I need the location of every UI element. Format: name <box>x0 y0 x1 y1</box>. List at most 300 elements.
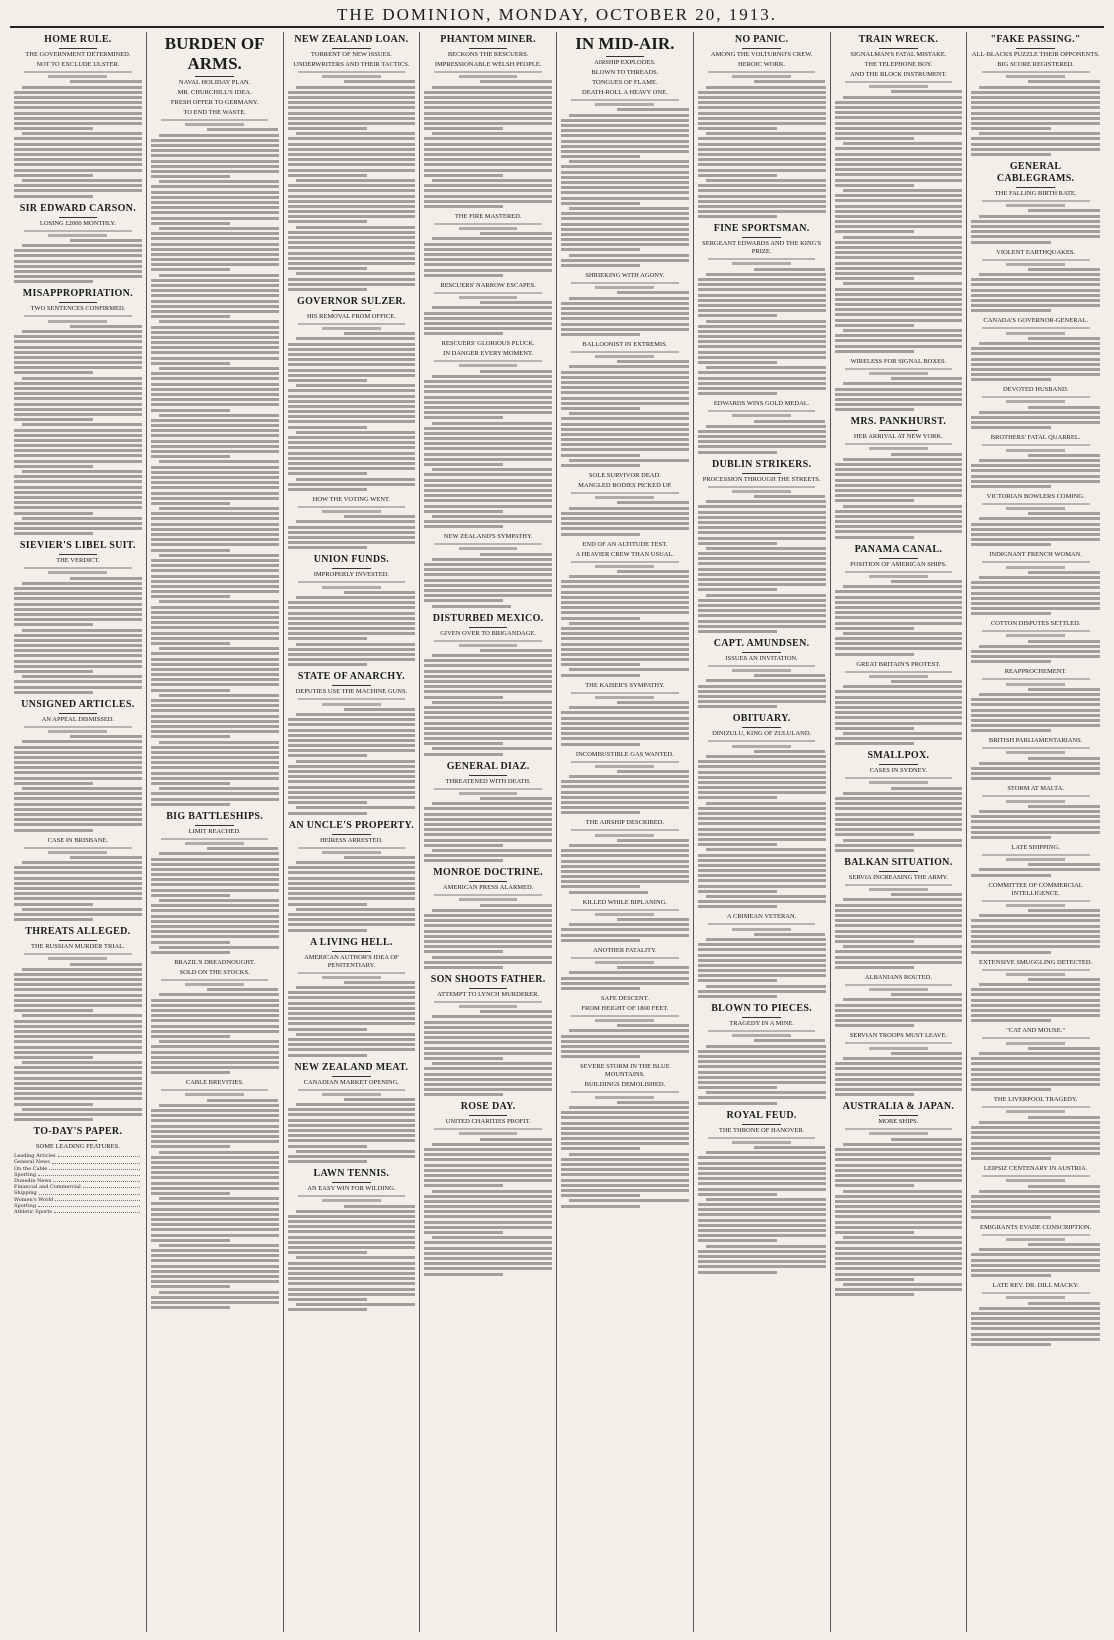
body-text-line <box>432 849 552 852</box>
body-text-line <box>561 674 640 677</box>
body-text-line <box>561 1122 689 1125</box>
body-text-line <box>424 1226 552 1229</box>
body-text-line <box>288 257 416 260</box>
body-text-line <box>698 330 826 333</box>
article-subheading: HEROIC WORK. <box>738 61 786 68</box>
body-text-line <box>14 1051 142 1054</box>
body-text-line <box>14 592 142 595</box>
body-text-line <box>288 457 416 460</box>
body-text-line <box>698 905 777 908</box>
body-text-line <box>835 101 963 104</box>
body-text-line <box>698 1060 826 1063</box>
body-text-line <box>561 454 640 457</box>
body-text-line <box>151 549 230 552</box>
body-text-line <box>424 833 552 836</box>
body-text-line <box>151 1202 279 1205</box>
body-text-line <box>288 96 416 99</box>
article-subheading: NEW ZEALAND'S SYMPATHY. <box>443 533 533 541</box>
body-text-line <box>569 412 689 415</box>
body-text-line <box>835 1164 963 1167</box>
body-text-line <box>971 475 1100 478</box>
body-text-line <box>424 1158 552 1161</box>
body-text-line <box>14 532 93 535</box>
body-text-line <box>288 405 416 408</box>
body-text-line <box>424 184 552 187</box>
body-text-line <box>561 849 689 852</box>
body-text-line <box>151 909 279 912</box>
body-text-line <box>561 397 689 400</box>
body-text-line <box>698 445 826 448</box>
body-text-line <box>617 918 689 921</box>
body-text-line <box>595 496 654 499</box>
body-text-line <box>708 410 815 412</box>
body-text-line <box>1028 909 1100 912</box>
body-text-line <box>288 101 416 104</box>
body-text-line <box>424 385 552 388</box>
body-text-line <box>159 1040 279 1043</box>
body-text-line <box>971 826 1100 829</box>
article <box>971 882 1100 954</box>
column-3 <box>284 32 421 1632</box>
body-text-line <box>698 189 826 192</box>
body-text-line <box>14 823 142 826</box>
article-subheading: CANADA'S GOVERNOR-GENERAL. <box>983 317 1088 325</box>
body-text-line <box>296 760 416 763</box>
body-text-line <box>561 533 640 536</box>
body-text-line <box>561 150 689 153</box>
body-text-line <box>835 807 963 810</box>
body-text-line <box>432 909 552 912</box>
body-text-line <box>835 1179 963 1182</box>
body-text-line <box>424 473 552 476</box>
body-text-line <box>424 1262 552 1265</box>
index-label: Shipping <box>14 1190 37 1197</box>
leader-dots <box>52 1159 140 1163</box>
body-text-line <box>835 930 963 933</box>
article-subheading: THE AIRSHIP DESCRIBED. <box>585 819 665 827</box>
body-text-line <box>706 132 826 135</box>
body-text-line <box>151 606 279 609</box>
body-text-line <box>971 1312 1100 1315</box>
body-text-line <box>288 1267 416 1270</box>
article <box>971 1165 1100 1219</box>
body-text-line <box>151 154 279 157</box>
body-text-line <box>151 294 279 297</box>
body-text-line <box>288 648 416 651</box>
article-subheading: COMMITTEE OF COMMERCIAL INTELLIGENCE. <box>988 881 1083 897</box>
body-text-line <box>971 815 1100 818</box>
body-text-line <box>698 969 826 972</box>
body-text-line <box>698 874 826 877</box>
article-subheading: A CRIMEAN VETERAN. <box>726 913 797 921</box>
body-text-line <box>706 895 826 898</box>
divider <box>332 951 370 952</box>
body-text-line <box>322 1199 381 1202</box>
body-text-line <box>14 608 142 611</box>
body-text-line <box>971 831 1100 834</box>
body-text-line <box>22 908 142 911</box>
body-text-line <box>424 489 552 492</box>
body-text-line <box>561 1147 640 1150</box>
body-text-line <box>569 297 689 300</box>
body-text-line <box>151 803 230 806</box>
body-text-line <box>424 380 552 383</box>
body-text-line <box>561 987 640 990</box>
body-text-line <box>843 732 963 735</box>
body-text-line <box>971 464 1100 467</box>
body-text-line <box>288 220 367 223</box>
body-text-line <box>14 449 142 452</box>
body-text-line <box>288 913 416 916</box>
body-text-line <box>288 923 416 926</box>
body-text-line <box>979 132 1100 135</box>
article-subheading: TRAGEDY IN A MINE. <box>729 1020 794 1027</box>
body-text-line <box>569 1199 689 1202</box>
body-text-line <box>835 199 963 202</box>
body-text-line <box>296 1256 416 1259</box>
article <box>971 551 1100 615</box>
body-text-line <box>14 506 142 509</box>
body-text-line <box>288 632 416 635</box>
body-text-line <box>424 716 552 719</box>
article <box>835 661 963 746</box>
body-text-line <box>298 1089 405 1091</box>
body-text-line <box>835 711 963 714</box>
body-text-line <box>424 1273 503 1276</box>
article <box>424 340 552 528</box>
body-text-line <box>698 869 826 872</box>
article-headline: DISTURBED MEXICO. <box>432 612 544 624</box>
article <box>971 1282 1100 1346</box>
body-text-line <box>151 481 279 484</box>
article-headline: BURDEN OF ARMS. <box>164 34 265 73</box>
body-text-line <box>288 765 416 768</box>
body-text-line <box>571 561 678 563</box>
body-text-line <box>561 591 689 594</box>
body-text-line <box>288 353 416 356</box>
body-text-line <box>561 648 689 651</box>
body-text-line <box>595 286 654 289</box>
body-text-line <box>288 929 367 932</box>
body-text-line <box>979 86 1100 89</box>
body-text-line <box>835 1267 963 1270</box>
body-text-line <box>322 1093 381 1096</box>
body-text-line <box>971 421 1100 424</box>
body-text-line <box>434 894 541 896</box>
body-text-line <box>835 272 963 275</box>
body-text-line <box>561 606 689 609</box>
body-text-line <box>571 1015 678 1017</box>
body-text-line <box>971 919 1100 922</box>
body-text-line <box>159 367 279 370</box>
body-text-line <box>288 996 416 999</box>
body-text-line <box>698 1255 826 1258</box>
body-text-line <box>459 296 518 299</box>
body-text-line <box>698 796 777 799</box>
body-text-line <box>159 993 279 996</box>
body-text-line <box>869 1132 928 1135</box>
body-text-line <box>288 241 416 244</box>
body-text-line <box>971 543 1051 546</box>
body-text-line <box>14 361 142 364</box>
divider <box>879 430 917 431</box>
article-subheading: A HEAVIER CREW THAN USUAL. <box>575 550 675 558</box>
body-text-line <box>424 253 552 256</box>
article-subheading: CASE IN BRISBANE. <box>47 836 109 844</box>
body-text-line <box>14 813 142 816</box>
article <box>14 837 142 922</box>
body-text-line <box>835 158 963 161</box>
body-text-line <box>698 838 826 841</box>
article-subheading: LOSING £2000 MONTHLY. <box>39 219 116 227</box>
body-text-line <box>708 258 815 260</box>
body-text-line <box>424 573 552 576</box>
body-text-line <box>14 112 142 115</box>
body-text-line <box>835 601 963 604</box>
column-5 <box>557 32 694 1632</box>
body-text-line <box>288 488 367 491</box>
body-text-line <box>843 632 963 635</box>
body-text-line <box>835 153 963 156</box>
body-text-line <box>424 722 552 725</box>
body-text-line <box>595 961 654 964</box>
article-subheading: AMERICAN PRESS ALARMED. <box>442 884 534 892</box>
body-text-line <box>835 1257 963 1260</box>
body-text-line <box>151 792 279 795</box>
body-text-line <box>708 71 815 73</box>
body-text-line <box>159 507 279 510</box>
body-text-line <box>835 345 963 348</box>
body-text-line <box>971 945 1100 948</box>
body-text-line <box>432 1143 552 1146</box>
body-text-line <box>151 419 279 422</box>
body-text-line <box>424 332 503 335</box>
body-text-line <box>14 522 142 525</box>
article <box>971 737 1100 780</box>
body-text-line <box>754 933 826 936</box>
body-text-line <box>971 1274 1051 1277</box>
body-text-line <box>288 1145 367 1148</box>
body-text-line <box>151 289 279 292</box>
body-text-line <box>971 1004 1100 1007</box>
body-text-line <box>288 283 416 286</box>
body-text-line <box>424 494 552 497</box>
body-text-line <box>698 205 826 208</box>
article-headline: STATE OF ANARCHY. <box>297 671 405 683</box>
body-text-line <box>424 484 552 487</box>
body-text-line <box>1006 75 1065 78</box>
body-text-line <box>869 988 928 991</box>
body-text-line <box>698 948 826 951</box>
divider <box>332 568 370 569</box>
body-text-line <box>151 139 279 142</box>
article <box>561 341 689 467</box>
body-text-line <box>843 96 963 99</box>
body-text-line <box>732 1141 791 1144</box>
body-text-line <box>571 351 678 353</box>
body-text-line <box>561 811 640 814</box>
body-text-line <box>561 381 689 384</box>
body-text-line <box>561 512 689 515</box>
article <box>835 34 963 353</box>
body-text-line <box>561 145 689 148</box>
article <box>971 34 1100 156</box>
body-text-line <box>288 601 416 604</box>
body-text-line <box>424 844 503 847</box>
body-text-line <box>151 476 279 479</box>
body-text-line <box>971 485 1051 488</box>
article <box>151 811 279 954</box>
article-subheading: THE KAISER'S SYMPATHY. <box>585 681 665 689</box>
body-text-line <box>151 377 279 380</box>
article <box>835 974 963 1028</box>
article-subheading: ISSUES AN INVITATION. <box>725 654 798 662</box>
body-text-line <box>434 360 541 362</box>
body-text-line <box>698 959 826 962</box>
body-text-line <box>151 798 279 801</box>
body-text-line <box>296 908 416 911</box>
body-text-line <box>971 363 1100 366</box>
body-text-line <box>14 387 142 390</box>
body-text-line <box>424 317 552 320</box>
body-text-line <box>561 371 689 374</box>
body-text-line <box>561 717 689 720</box>
body-text-line <box>288 127 367 130</box>
body-text-line <box>698 148 826 151</box>
body-text-line <box>561 1050 689 1053</box>
body-text-line <box>14 475 142 478</box>
body-text-line <box>971 1078 1100 1081</box>
article-headline: SMALLPOX. <box>867 750 930 762</box>
body-text-line <box>424 940 552 943</box>
body-text-line <box>617 770 689 773</box>
body-text-line <box>424 670 552 673</box>
body-text-line <box>288 1155 416 1158</box>
body-text-line <box>569 365 689 368</box>
body-text-line <box>159 946 279 949</box>
body-text-line <box>979 342 1100 345</box>
body-text-line <box>288 541 416 544</box>
body-text-line <box>835 106 963 109</box>
article-subheading: REAPPROCHEMENT. <box>1004 668 1067 676</box>
body-text-line <box>835 914 963 917</box>
body-text-line <box>971 1068 1100 1071</box>
body-text-line <box>14 174 93 177</box>
article-subheading: THE VERDICT. <box>56 557 100 565</box>
body-text-line <box>698 117 826 120</box>
body-text-line <box>424 312 552 315</box>
body-text-line <box>207 128 279 131</box>
article-subheading: ALBANIANS ROUTED. <box>864 973 932 981</box>
body-text-line <box>732 414 791 417</box>
body-text-line <box>835 611 963 614</box>
body-text-line <box>569 706 689 709</box>
article-subheading: GREAT BRITAIN'S PROTEST. <box>856 660 941 668</box>
body-text-line <box>14 882 142 885</box>
body-text-line <box>971 469 1100 472</box>
body-text-line <box>424 589 552 592</box>
body-text-line <box>732 490 791 493</box>
body-text-line <box>151 326 279 329</box>
article-headline: IN MID-AIR. <box>575 34 675 53</box>
body-text-line <box>424 96 552 99</box>
body-text-line <box>698 588 777 591</box>
body-text-line <box>424 859 503 862</box>
article <box>698 34 826 218</box>
body-text-line <box>1006 683 1065 686</box>
article-subheading: GIVEN OVER TO BRIGANDAGE. <box>440 629 537 637</box>
article-subheading: PROCESSION THROUGH THE STREETS. <box>702 475 821 483</box>
body-text-line <box>151 248 279 251</box>
body-text-line <box>151 725 279 728</box>
body-text-line <box>288 526 416 529</box>
body-text-line <box>979 1121 1100 1124</box>
body-text-line <box>14 413 142 416</box>
body-text-line <box>14 761 142 764</box>
body-text-line <box>843 382 963 385</box>
body-text-line <box>698 630 777 633</box>
body-text-line <box>432 1015 552 1018</box>
body-text-line <box>698 288 826 291</box>
body-text-line <box>971 294 1100 297</box>
body-text-line <box>151 160 279 163</box>
body-text-line <box>561 228 689 231</box>
index-label: Sporting <box>14 1202 37 1209</box>
body-text-line <box>151 144 279 147</box>
body-text-line <box>561 928 689 931</box>
body-text-line <box>971 767 1100 770</box>
body-text-line <box>14 91 142 94</box>
body-text-line <box>835 288 963 291</box>
article-headline: SIEVIER'S LIBEL SUIT. <box>19 540 136 552</box>
article-headline: FINE SPORTSMAN. <box>713 223 810 235</box>
body-text-line <box>14 418 93 421</box>
article-subheading: MORE SHIPS. <box>878 1118 919 1126</box>
body-text-line <box>288 452 416 455</box>
body-text-line <box>288 877 416 880</box>
body-text-line <box>288 1241 416 1244</box>
body-text-line <box>288 1308 367 1311</box>
article <box>971 1096 1100 1160</box>
divider <box>742 237 780 238</box>
body-text-line <box>14 270 142 273</box>
body-text-line <box>698 583 826 586</box>
body-text-line <box>14 797 142 800</box>
body-text-line <box>14 918 93 921</box>
article <box>561 541 689 677</box>
body-text-line <box>288 754 367 757</box>
body-text-line <box>561 585 689 588</box>
body-text-line <box>698 1162 826 1165</box>
body-text-line <box>698 1081 826 1084</box>
divider <box>742 48 780 49</box>
body-text-line <box>835 525 963 528</box>
body-text-line <box>151 1161 279 1164</box>
body-text-line <box>424 1026 552 1029</box>
body-text-line <box>1006 204 1065 207</box>
article-subheading: SIGNALMAN'S FATAL MISTAKE. <box>850 51 947 58</box>
body-text-line <box>151 894 230 897</box>
body-text-line <box>151 941 230 944</box>
body-text-line <box>835 1067 963 1070</box>
column-1 <box>10 32 147 1632</box>
body-text-line <box>561 1173 689 1176</box>
body-text-line <box>14 1004 142 1007</box>
body-text-line <box>835 230 914 233</box>
article <box>971 493 1100 547</box>
body-text-line <box>424 195 552 198</box>
body-text-line <box>706 366 826 369</box>
